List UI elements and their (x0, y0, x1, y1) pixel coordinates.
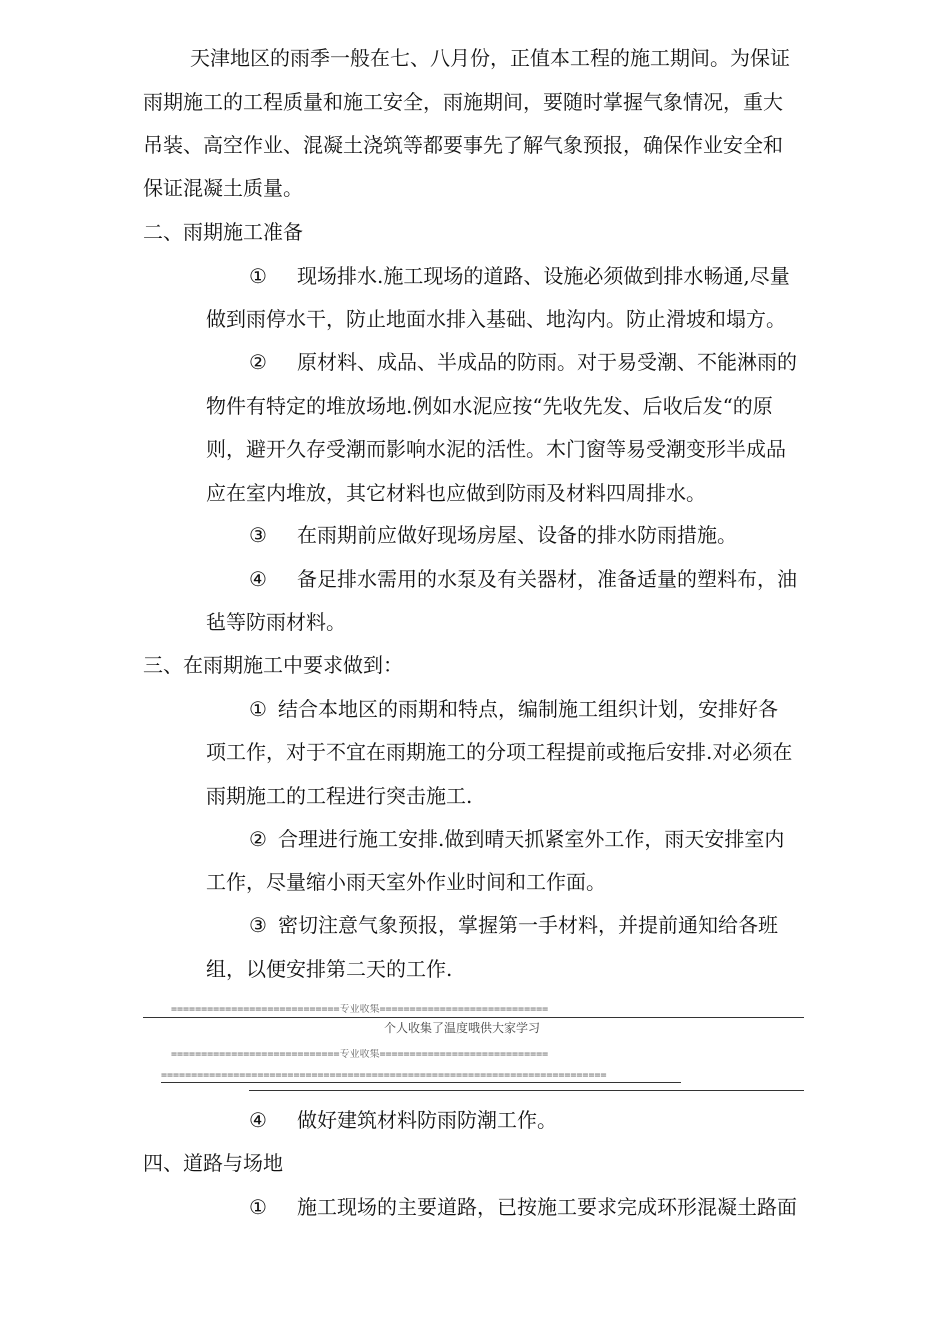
text-line: 密切注意气象预报，掌握第一手材料，并提前通知给各班 (278, 913, 778, 937)
item-marker: ① (249, 697, 267, 721)
text-line: 合理进行施工安排.做到晴天抓紧室外工作，雨天安排室内 (278, 827, 785, 851)
separator-top: ============================专业收集============================ (171, 1004, 549, 1015)
text-line: 应在室内堆放，其它材料也应做到防雨及材料四周排水。 (206, 481, 706, 505)
divider (249, 1090, 804, 1091)
text-line: 备足排水需用的水泵及有关器材，准备适量的塑料布，油 (297, 567, 797, 591)
text-line: 雨期施工的工程质量和施工安全，雨施期间，要随时掌握气象情况，重大 (143, 90, 783, 114)
text-line: 保证混凝土质量。 (143, 176, 303, 200)
item-marker: ② (249, 350, 267, 374)
item-marker: ① (249, 264, 267, 288)
text-line: 项工作，对于不宜在雨期施工的分项工程提前或拖后安排.对必须在 (206, 740, 793, 764)
section-heading-3: 三、在雨期施工中要求做到： (143, 653, 403, 677)
text-line: 雨期施工的工程进行突击施工. (206, 784, 473, 808)
divider (161, 1082, 681, 1083)
divider (143, 1017, 804, 1018)
item-marker: ① (249, 1195, 267, 1219)
item-marker: ② (249, 827, 267, 851)
text-line: 毡等防雨材料。 (206, 610, 346, 634)
text-line: 组，以便安排第二天的工作. (206, 957, 453, 981)
text-line: 在雨期前应做好现场房屋、设备的排水防雨措施。 (297, 523, 737, 547)
text-line: 则，避开久存受潮而影响水泥的活性。木门窗等易受潮变形半成品 (206, 437, 786, 461)
item-marker: ④ (249, 1108, 267, 1132)
text-line: 做到雨停水干，防止地面水排入基础、地沟内。防止滑坡和塌方。 (206, 307, 786, 331)
item-marker: ④ (249, 567, 267, 591)
text-line: 施工现场的主要道路，已按施工要求完成环形混凝土路面 (297, 1195, 797, 1219)
text-line: 现场排水.施工现场的道路、设施必须做到排水畅通,尽量 (297, 264, 790, 288)
text-line: 结合本地区的雨期和特点，编制施工组织计划，安排好各 (278, 697, 778, 721)
text-line: 物件有特定的堆放场地.例如水泥应按“先收先发、后收后发“的原 (206, 394, 773, 418)
section-heading-2: 二、雨期施工准备 (143, 220, 303, 244)
text-line: 天津地区的雨季一般在七、八月份，正值本工程的施工期间。为保证 (190, 46, 790, 70)
text-line: 原材料、成品、半成品的防雨。对于易受潮、不能淋雨的 (297, 350, 797, 374)
footer-note: 个人收集了温度哦供大家学习 (384, 1021, 541, 1035)
text-line: 吊装、高空作业、混凝土浇筑等都要事先了解气象预报，确保作业安全和 (143, 133, 783, 157)
text-line: 做好建筑材料防雨防潮工作。 (297, 1108, 557, 1132)
separator-long: ========================================================================== (161, 1070, 607, 1081)
item-marker: ③ (249, 523, 267, 547)
section-heading-4: 四、道路与场地 (143, 1151, 283, 1175)
text-line: 工作，尽量缩小雨天室外作业时间和工作面。 (206, 870, 606, 894)
separator-bottom: ============================专业收集============================ (171, 1049, 549, 1060)
item-marker: ③ (249, 913, 267, 937)
